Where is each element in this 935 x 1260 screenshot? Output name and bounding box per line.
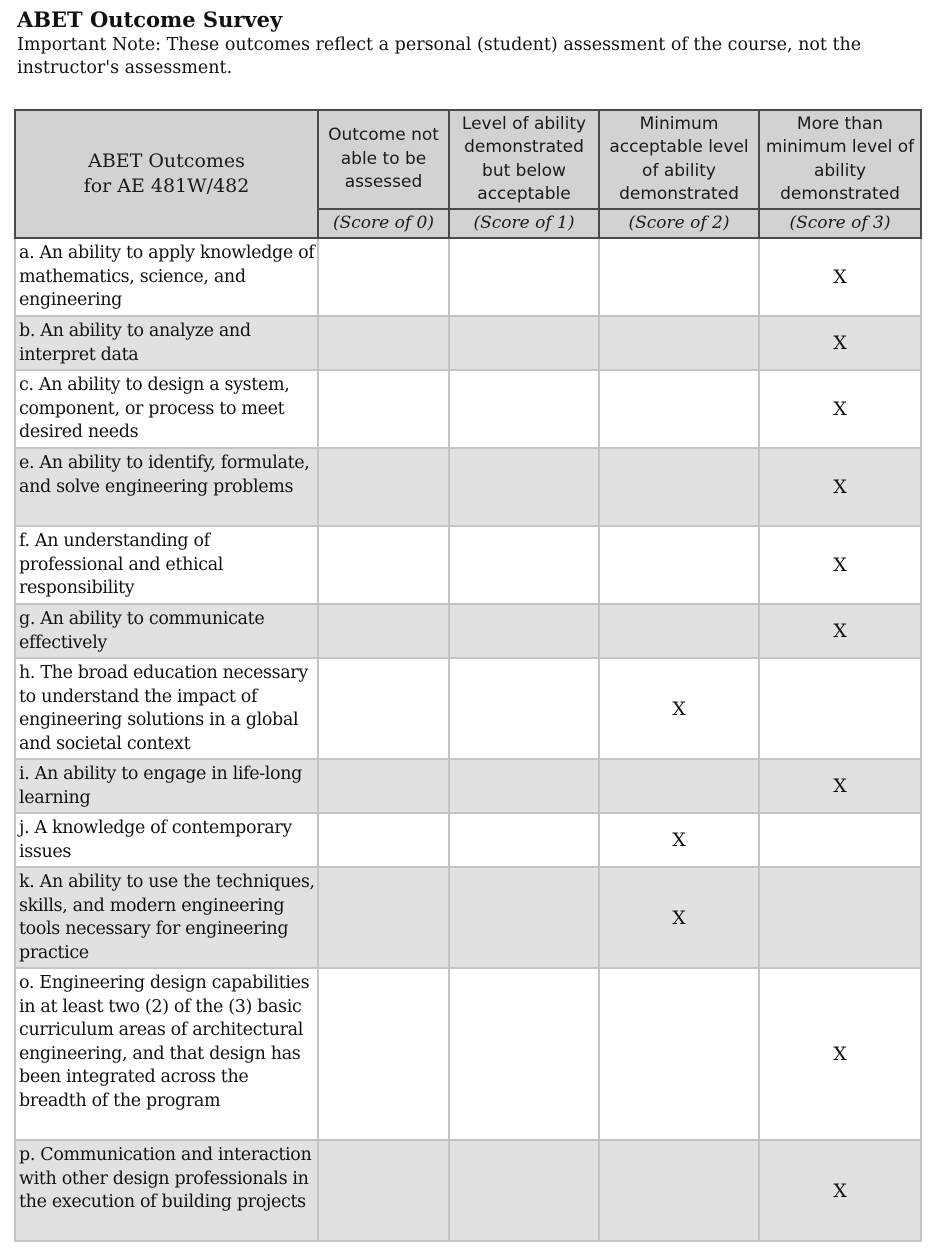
score-label-3: (Score of 3) [759, 209, 921, 238]
table-row [15, 526, 921, 604]
table-row [15, 448, 921, 526]
outcome-label: c. An ability to design a system, component, or process to meet desired needs [15, 370, 318, 448]
mark-cell [599, 316, 759, 370]
outcome-label: f. An understanding of professional and ethical responsibility [15, 526, 318, 604]
mark-cell [449, 813, 599, 867]
abet-outcome-table [14, 109, 922, 1242]
mark-cell [599, 448, 759, 526]
mark-cell [759, 658, 921, 759]
outcome-label: a. An ability to apply knowledge of mathematics, science, and engineering [15, 238, 318, 316]
mark-cell: X [759, 604, 921, 658]
mark-cell [318, 316, 449, 370]
mark-cell: X [759, 759, 921, 813]
mark-cell [449, 370, 599, 448]
score-label-0: (Score of 0) [318, 209, 449, 238]
mark-cell [449, 448, 599, 526]
table-row [15, 867, 921, 968]
mark-cell [318, 813, 449, 867]
mark-cell [599, 604, 759, 658]
mark-cell: X [759, 968, 921, 1140]
mark-cell [599, 1140, 759, 1241]
table-row [15, 370, 921, 448]
mark-cell [318, 759, 449, 813]
mark-cell [318, 968, 449, 1140]
table-header-row [15, 110, 921, 209]
mark-cell [449, 867, 599, 968]
page-title: ABET Outcome Survey [17, 7, 283, 32]
outcome-label: j. A knowledge of contemporary issues [15, 813, 318, 867]
column-header-score-0: Outcome not able to be assessed [318, 110, 449, 209]
mark-cell [449, 1140, 599, 1241]
outcome-label: i. An ability to engage in life-long learning [15, 759, 318, 813]
mark-cell: X [759, 316, 921, 370]
mark-cell [599, 370, 759, 448]
mark-cell: X [759, 1140, 921, 1241]
mark-cell [318, 238, 449, 316]
mark-cell [318, 448, 449, 526]
column-header-score-1: Level of ability demonstrated but below acceptable [449, 110, 599, 209]
outcome-label: k. An ability to use the techniques, skills, and modern engineering tools necessary for engineering practice [15, 867, 318, 968]
table-row [15, 658, 921, 759]
mark-cell [599, 759, 759, 813]
outcome-label: g. An ability to communicate effectively [15, 604, 318, 658]
mark-cell [449, 604, 599, 658]
outcome-label: b. An ability to analyze and interpret data [15, 316, 318, 370]
outcomes-header-line1: ABET Outcomes [88, 150, 245, 172]
column-header-score-3: More than minimum level of ability demonstrated [759, 110, 921, 209]
mark-cell: X [599, 867, 759, 968]
table-row [15, 316, 921, 370]
table-row [15, 968, 921, 1140]
mark-cell [449, 316, 599, 370]
mark-cell [449, 238, 599, 316]
score-label-2: (Score of 2) [599, 209, 759, 238]
mark-cell [318, 604, 449, 658]
outcome-label: e. An ability to identify, formulate, and solve engineering problems [15, 448, 318, 526]
mark-cell [318, 370, 449, 448]
mark-cell: X [599, 658, 759, 759]
mark-cell [318, 867, 449, 968]
column-header-score-2: Minimum acceptable level of ability demonstrated [599, 110, 759, 209]
mark-cell: X [599, 813, 759, 867]
mark-cell [759, 867, 921, 968]
table-row [15, 813, 921, 867]
mark-cell: X [759, 448, 921, 526]
mark-cell [449, 968, 599, 1140]
mark-cell: X [759, 526, 921, 604]
table-row [15, 1140, 921, 1241]
mark-cell [449, 759, 599, 813]
mark-cell: X [759, 238, 921, 316]
mark-cell [599, 968, 759, 1140]
mark-cell [759, 813, 921, 867]
mark-cell [318, 658, 449, 759]
table-row [15, 238, 921, 316]
table-row [15, 759, 921, 813]
mark-cell [599, 526, 759, 604]
outcomes-header-line2: for AE 481W/482 [83, 175, 250, 197]
table-row [15, 604, 921, 658]
document-header [17, 6, 917, 80]
outcome-label: h. The broad education necessary to understand the impact of engineering solutions in a global and societal context [15, 658, 318, 759]
outcome-label: p. Communication and interaction with other design professionals in the execution of building projects [15, 1140, 318, 1241]
mark-cell [318, 1140, 449, 1241]
mark-cell [599, 238, 759, 316]
outcome-label: o. Engineering design capabilities in at least two (2) of the (3) basic curriculum areas of architectural engineering, and that design has been integrated across the breadth of the program [15, 968, 318, 1140]
mark-cell [449, 658, 599, 759]
outcomes-column-header [15, 110, 318, 238]
score-label-1: (Score of 1) [449, 209, 599, 238]
mark-cell [318, 526, 449, 604]
mark-cell [449, 526, 599, 604]
important-note: Important Note: These outcomes reflect a personal (student) assessment of the course, not the instructor's assessment. [17, 35, 862, 78]
mark-cell: X [759, 370, 921, 448]
